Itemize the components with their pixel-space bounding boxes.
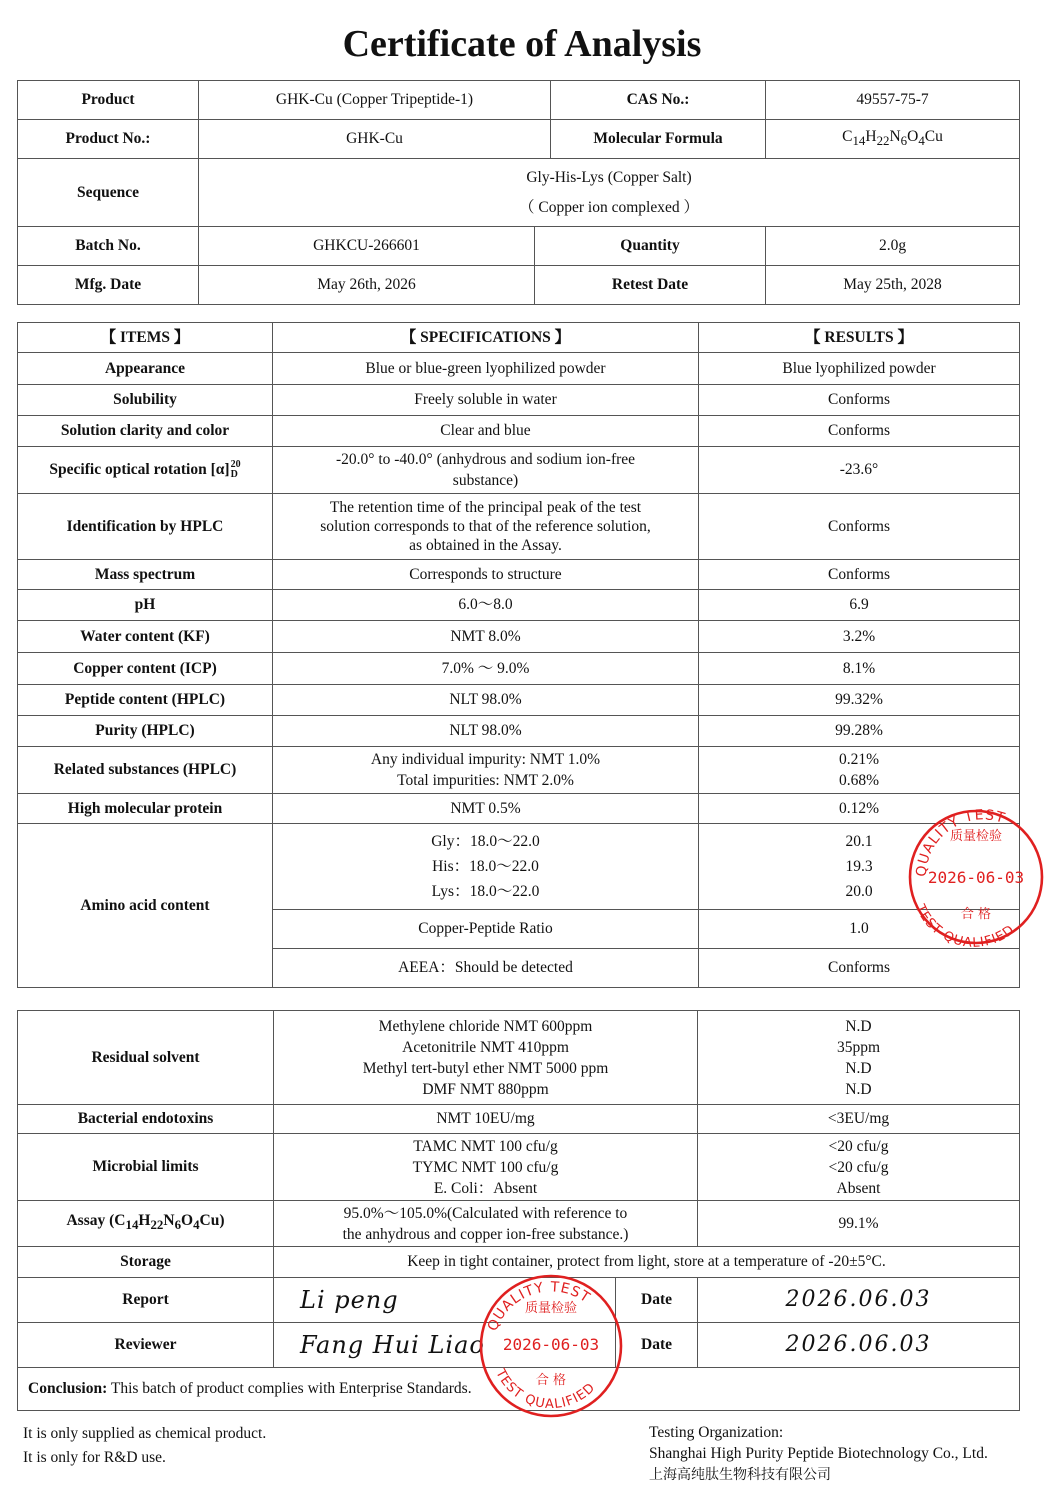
table-row [18, 590, 1020, 621]
spec-line: Any individual impurity: NMT 1.0% [370, 751, 601, 768]
spec-line: His：18.0～22.0 [432, 858, 539, 875]
spec-line: Methyl tert-butyl ether NMT 5000 ppm [362, 1059, 609, 1077]
quantity-label: Quantity [535, 227, 766, 266]
item-label: Appearance [18, 353, 273, 385]
item-label: Residual solvent [18, 1011, 274, 1105]
spec-line: TYMC NMT 100 cfu/g [412, 1158, 559, 1176]
sequence-line-1: Gly-His-Lys (Copper Salt) [526, 168, 692, 186]
spec-line: the anhydrous and copper ion-free substance.) [342, 1225, 629, 1243]
table-row [18, 385, 1020, 416]
item-label: Specific optical rotation [α]20 D [18, 447, 273, 494]
testing-organization [649, 1422, 988, 1486]
table-row [18, 824, 1020, 910]
spec-line: as obtained in the Assay. [409, 537, 562, 554]
stamp-bottom-text: TEST QUALIFIED [492, 1366, 599, 1413]
result-value: Conforms [699, 416, 1020, 447]
spec-value [274, 1201, 698, 1247]
col-header-results: 【 RESULTS 】 [699, 323, 1020, 353]
table-row [18, 653, 1020, 685]
table-row [18, 1201, 1020, 1247]
result-value: Blue lyophilized powder [699, 353, 1020, 385]
spec-value [274, 1134, 698, 1201]
col-header-items: 【 ITEMS 】 [18, 323, 273, 353]
spec-line: Acetonitrile NMT 410ppm [402, 1038, 569, 1056]
result-value: Conforms [699, 560, 1020, 590]
table-row [18, 447, 1020, 494]
table-row [18, 716, 1020, 747]
result-value: 99.28% [699, 716, 1020, 747]
org-name-cn: 上海高纯肽生物科技有限公司 [649, 1467, 831, 1483]
spec-value: NLT 98.0% [273, 716, 699, 747]
result-line: <20 cfu/g [828, 1158, 889, 1176]
spec-line: The retention time of the principal peak of the test [329, 499, 642, 516]
spec-value: 6.0～8.0 [273, 590, 699, 621]
product-no-label: Product No.: [18, 120, 199, 159]
table-row [18, 685, 1020, 716]
spec-line: Lys：18.0～22.0 [431, 883, 540, 900]
result-line: 19.3 [845, 858, 873, 875]
result-line: N.D [845, 1059, 872, 1077]
result-line: N.D [845, 1017, 872, 1035]
spec-value: NLT 98.0% [273, 685, 699, 716]
col-header-specifications: 【 SPECIFICATIONS 】 [273, 323, 699, 353]
spec-value [273, 494, 699, 560]
footer-note-2: It is only for R&D use. [23, 1449, 166, 1466]
result-value: Conforms [699, 385, 1020, 416]
stamp-date: 2026-06-03 [502, 1335, 600, 1354]
spec-line: DMF NMT 880ppm [422, 1080, 549, 1098]
spec-value: Freely soluble in water [273, 385, 699, 416]
page-title: Certificate of Analysis [342, 23, 702, 65]
spec-value [274, 1011, 698, 1105]
result-line: 20.1 [845, 833, 873, 850]
spec-line: 95.0%～105.0%(Calculated with reference to [343, 1204, 628, 1222]
sequence-label: Sequence [18, 159, 199, 227]
result-value [699, 747, 1020, 794]
formula-value: $C_{14}H_{22}N_6O_4Cu$ [766, 120, 1020, 159]
result-line: N.D [845, 1080, 872, 1098]
table-row [18, 494, 1020, 560]
item-label: Microbial limits [18, 1134, 274, 1201]
retest-value: May 25th, 2028 [766, 266, 1020, 305]
item-label: Related substances (HPLC) [18, 747, 273, 794]
item-label: Peptide content (HPLC) [18, 685, 273, 716]
item-label: Assay $(C_{14}H_{22}N_6O_4Cu)$ [18, 1201, 274, 1247]
result-line: Absent [836, 1179, 881, 1197]
spec-value [273, 447, 699, 494]
item-label: Purity (HPLC) [18, 716, 273, 747]
table-row [18, 621, 1020, 653]
conclusion-text: This batch of product complies with Enterprise Standards. [110, 1380, 472, 1397]
spec-value: Blue or blue-green lyophilized powder [273, 353, 699, 385]
sequence-value [199, 159, 1020, 227]
report-label: Report [18, 1278, 274, 1323]
item-label: Storage [18, 1247, 274, 1278]
result-value: -23.6° [699, 447, 1020, 494]
footer-note-1: It is only supplied as chemical product. [23, 1425, 267, 1442]
table-row [18, 1011, 1020, 1105]
org-label: Testing Organization: [649, 1424, 784, 1441]
spec-value [273, 747, 699, 794]
spec-line: TAMC NMT 100 cfu/g [413, 1137, 558, 1155]
spec-line: Gly：18.0～22.0 [431, 833, 540, 850]
result-line: 0.68% [838, 772, 880, 789]
stamp-cn-bottom: 合 格 [535, 1373, 567, 1388]
reviewer-label: Reviewer [18, 1323, 274, 1368]
test-results-table [17, 322, 1020, 988]
table-row [18, 794, 1020, 824]
result-line: <20 cfu/g [828, 1137, 889, 1155]
spec-line: Total impurities: NMT 2.0% [397, 772, 574, 789]
item-label: Identification by HPLC [18, 494, 273, 560]
spec-line: -20.0° to -40.0° (anhydrous and sodium ion-free [335, 451, 636, 468]
quantity-value: 2.0g [766, 227, 1020, 266]
item-label: pH [18, 590, 273, 621]
spec-line: solution corresponds to that of the reference solution, [320, 518, 651, 535]
item-label: High molecular protein [18, 794, 273, 824]
item-label: Amino acid content [18, 824, 273, 988]
mfg-label: Mfg. Date [18, 266, 199, 305]
reviewer-signature: Fang Hui Liao [274, 1323, 616, 1368]
spec-value: NMT 10EU/mg [274, 1105, 698, 1134]
result-value: 99.1% [698, 1201, 1020, 1247]
result-value: 1.0 [699, 910, 1020, 949]
result-line: 0.21% [838, 751, 880, 768]
spec-value: NMT 0.5% [273, 794, 699, 824]
reviewer-date-label: Date [616, 1323, 698, 1368]
table-row [18, 353, 1020, 385]
spec-value: Corresponds to structure [273, 560, 699, 590]
report-date: 2026.06.03 [698, 1278, 1020, 1323]
batch-value: GHKCU-266601 [199, 227, 535, 266]
org-name: Shanghai High Purity Peptide Biotechnology Co., Ltd. [649, 1445, 988, 1462]
table-row [18, 1105, 1020, 1134]
stamp-bottom-text: TEST QUALIFIED [912, 902, 1018, 951]
spec-value [273, 824, 699, 910]
spec-line: substance) [452, 472, 519, 489]
stamp-date: 2026-06-03 [927, 868, 1025, 887]
result-value: 8.1% [699, 653, 1020, 685]
stamp-cn-top: 质量检验 [524, 1301, 578, 1316]
result-value: 0.12% [699, 794, 1020, 824]
result-value [698, 1011, 1020, 1105]
batch-label: Batch No. [18, 227, 199, 266]
result-value: <3EU/mg [698, 1105, 1020, 1134]
product-value: GHK-Cu (Copper Tripeptide-1) [199, 81, 551, 120]
table-row [18, 416, 1020, 447]
result-value: 99.32% [699, 685, 1020, 716]
cas-value: 49557-75-7 [766, 81, 1020, 120]
cas-label: CAS No.: [551, 81, 766, 120]
result-value [698, 1134, 1020, 1201]
result-value: Conforms [699, 949, 1020, 988]
product-no-value: GHK-Cu [199, 120, 551, 159]
spec-value: Copper-Peptide Ratio [273, 910, 699, 949]
table-row [18, 747, 1020, 794]
formula-label: Molecular Formula [551, 120, 766, 159]
spec-value: AEEA：Should be detected [273, 949, 699, 988]
retest-label: Retest Date [535, 266, 766, 305]
spec-value: Clear and blue [273, 416, 699, 447]
spec-line: Methylene chloride NMT 600ppm [378, 1017, 593, 1035]
result-line: 20.0 [845, 883, 873, 900]
item-label: Solution clarity and color [18, 416, 273, 447]
spec-value: NMT 8.0% [273, 621, 699, 653]
stamp-top-text: QUALITY TEST [484, 1279, 594, 1334]
product-info-table [17, 80, 1020, 305]
quality-stamp-bottom [478, 1272, 624, 1422]
result-value: 6.9 [699, 590, 1020, 621]
product-label: Product [18, 81, 199, 120]
result-value: Conforms [699, 494, 1020, 560]
report-signature: Li peng [274, 1278, 616, 1323]
item-label: Solubility [18, 385, 273, 416]
footer-notes [23, 1422, 266, 1470]
spec-value: Keep in tight container, protect from light, store at a temperature of -20±5°C. [274, 1247, 1020, 1278]
sequence-line-2: （ Copper ion complexed ） [519, 198, 699, 216]
reviewer-date: 2026.06.03 [698, 1323, 1020, 1368]
spec-value: 7.0% ～ 9.0% [273, 653, 699, 685]
quality-stamp-top [904, 797, 1044, 955]
table-row [18, 1134, 1020, 1201]
item-label: Water content (KF) [18, 621, 273, 653]
stamp-top-text: QUALITY TEST [913, 807, 1008, 878]
table-row [18, 560, 1020, 590]
item-label: Bacterial endotoxins [18, 1105, 274, 1134]
item-label: Copper content (ICP) [18, 653, 273, 685]
conclusion-label: Conclusion: [28, 1380, 108, 1397]
stamp-cn-top: 质量检验 [949, 829, 1003, 844]
item-label: Mass spectrum [18, 560, 273, 590]
mfg-value: May 26th, 2026 [199, 266, 535, 305]
stamp-cn-bottom: 合 格 [960, 907, 992, 922]
report-date-label: Date [616, 1278, 698, 1323]
result-line: 35ppm [836, 1038, 881, 1056]
spec-line: E. Coli：Absent [433, 1179, 538, 1197]
result-value: 3.2% [699, 621, 1020, 653]
